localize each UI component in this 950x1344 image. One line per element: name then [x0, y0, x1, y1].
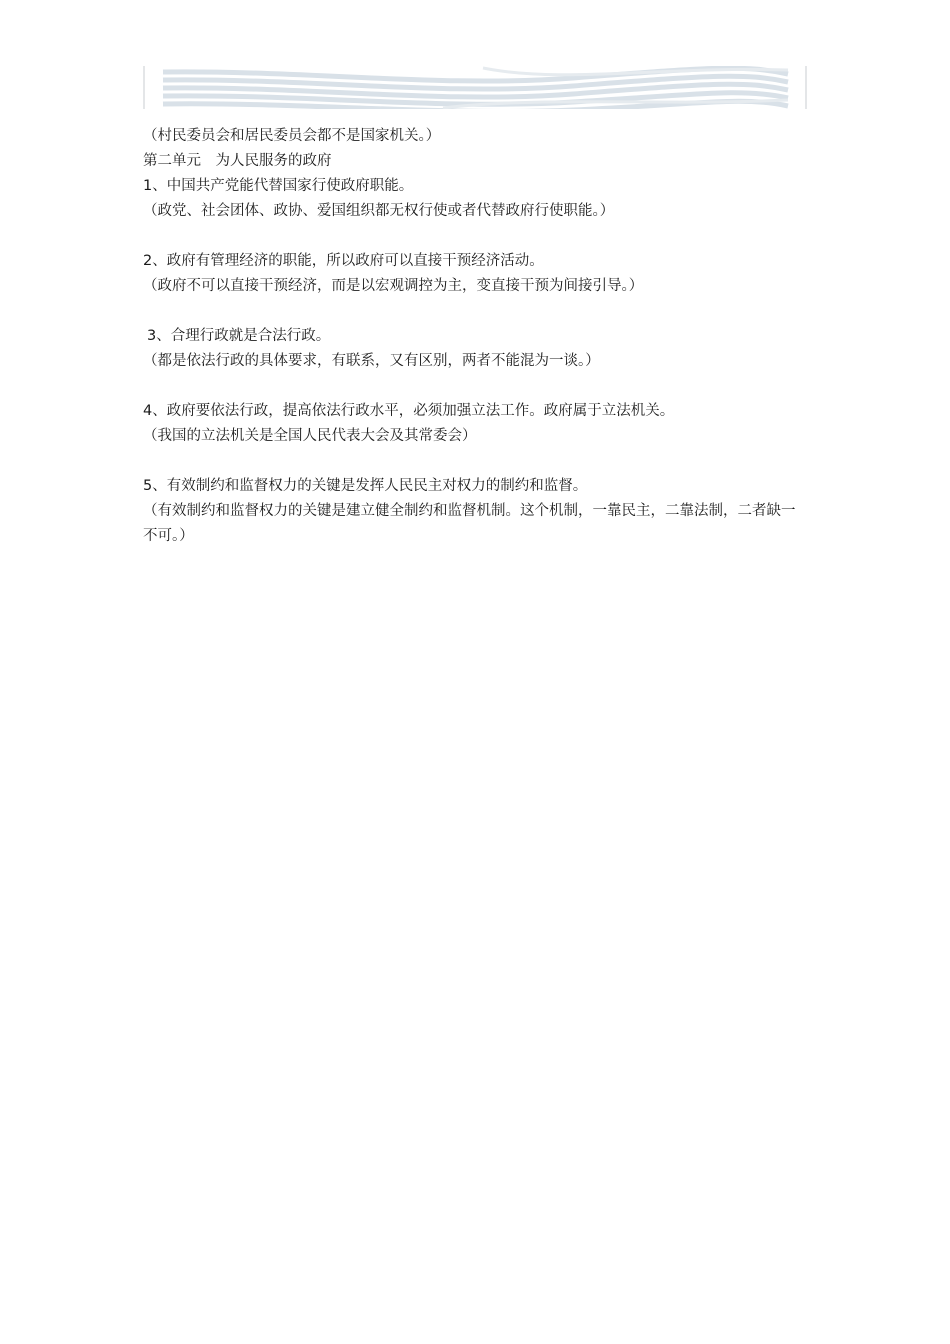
item-4	[143, 399, 809, 449]
item-statement: 3、合理行政就是合法行政。	[147, 328, 331, 344]
spacer	[143, 374, 809, 399]
intro-note: （村民委员会和居民委员会都不是国家机关。）	[143, 128, 441, 144]
spacer	[143, 449, 809, 474]
item-1	[143, 174, 809, 224]
item-note: （我国的立法机关是全国人民代表大会及其常委会）	[143, 428, 477, 444]
item-2	[143, 249, 809, 299]
document-body	[143, 124, 809, 549]
item-note: （政府不可以直接干预经济，而是以宏观调控为主，变直接干预为间接引导。）	[143, 278, 644, 294]
item-statement: 2、政府有管理经济的职能，所以政府可以直接干预经济活动。	[143, 253, 544, 269]
item-3	[143, 324, 809, 374]
item-statement: 5、有效制约和监督权力的关键是发挥人民民主对权力的制约和监督。	[143, 478, 588, 494]
item-note: （有效制约和监督权力的关键是建立健全制约和监督机制。这个机制，一靠民主，二靠法制，二者缺一不可。）	[143, 503, 796, 544]
item-note: （都是依法行政的具体要求，有联系，又有区别，两者不能混为一谈。）	[143, 353, 600, 369]
item-statement: 1、中国共产党能代替国家行使政府职能。	[143, 178, 414, 194]
unit-title: 第二单元 为人民服务的政府	[143, 153, 332, 169]
item-statement: 4、政府要依法行政，提高依法行政水平，必须加强立法工作。政府属于立法机关。	[143, 403, 675, 419]
spacer	[143, 299, 809, 324]
header-banner-wave	[143, 66, 807, 109]
spacer	[143, 224, 809, 249]
item-note: （政党、社会团体、政协、爱国组织都无权行使或者代替政府行使职能。）	[143, 203, 615, 219]
item-5	[143, 474, 809, 549]
